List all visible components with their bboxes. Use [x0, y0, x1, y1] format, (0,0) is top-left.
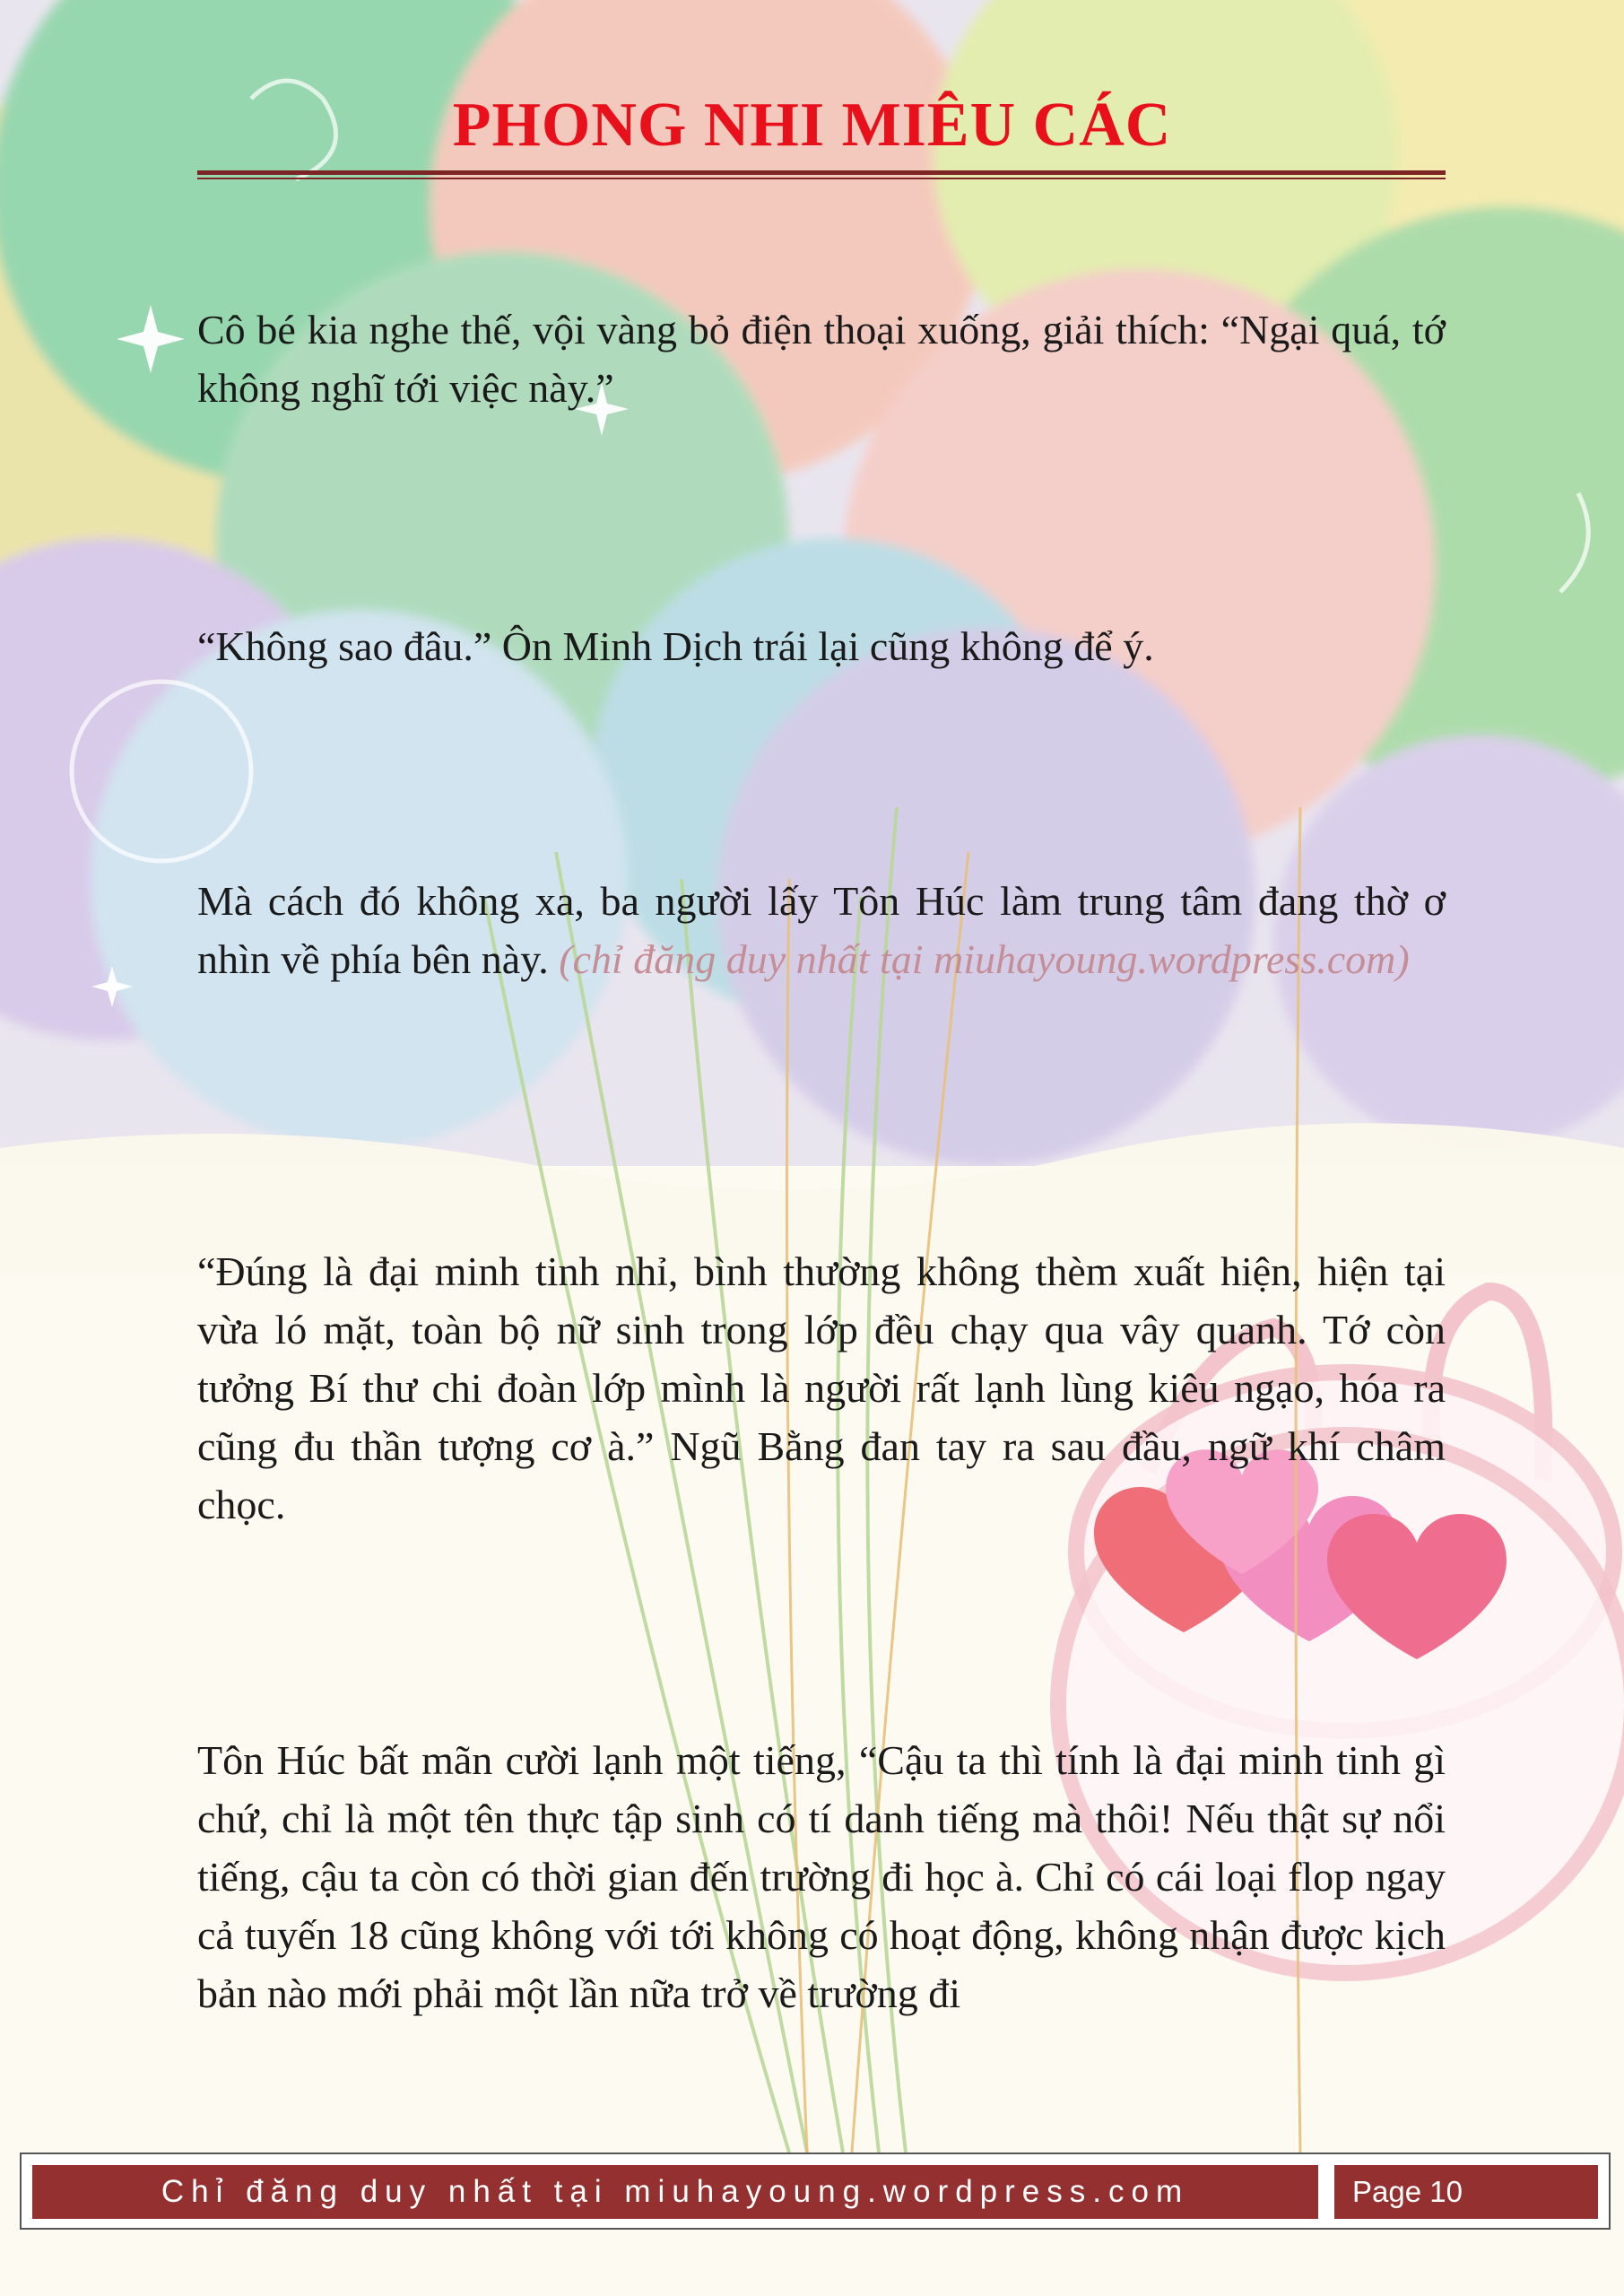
title-rule — [197, 170, 1446, 181]
page-number: Page 10 — [1329, 2165, 1598, 2219]
paragraph-2: “Không sao đâu.” Ôn Minh Dịch trái lại cũng không để ý. — [197, 623, 1154, 669]
paragraph-3-text: Mà cách đó không xa, ba người lấy Tôn Húc làm trung tâm đang thờ ơ nhìn về phía bên này. — [197, 878, 1446, 982]
page-footer — [20, 2152, 1611, 2230]
page-title: PHONG NHI MIÊU CÁC — [452, 91, 1172, 160]
watermark-note: (chỉ đăng duy nhất tại miuhayoung.wordpress.com) — [559, 936, 1410, 982]
paragraph-3 — [197, 872, 1446, 988]
title-rule-thin — [197, 178, 1446, 179]
paragraph-1: Cô bé kia nghe thế, vội vàng bỏ điện thoại xuống, giải thích: “Ngại quá, tớ không nghĩ tới việc này.” — [197, 307, 1446, 411]
paragraph-4: “Đúng là đại minh tinh nhỉ, bình thường không thèm xuất hiện, hiện tại vừa ló mặt, toàn bộ nữ sinh trong lớp đều chạy qua vây quanh. Tớ còn tưởng Bí thư chi đoàn lớp mình là người rất lạnh lùng kiêu ngạo, hóa ra cũng đu thần tượng cơ à.” Ngũ Bằng đan tay ra sau đầu, ngữ khí châm chọc. — [197, 1248, 1446, 1527]
footer-notice: Chỉ đăng duy nhất tại miuhayoung.wordpress.com — [32, 2165, 1318, 2219]
title-rule-thick — [197, 170, 1446, 175]
paragraph-5: Tôn Húc bất mãn cười lạnh một tiếng, “Cậu ta thì tính là đại minh tinh gì chứ, chỉ là một tên thực tập sinh có tí danh tiếng mà thôi! Nếu thật sự nổi tiếng, cậu ta còn có thời gian đến trường đi học à. Chỉ có cái loại flop ngay cả tuyến 18 cũng không với tới không có hoạt động, không nhận được kịch bản nào mới phải một lần nữa trở về trường đi — [197, 1737, 1446, 2016]
